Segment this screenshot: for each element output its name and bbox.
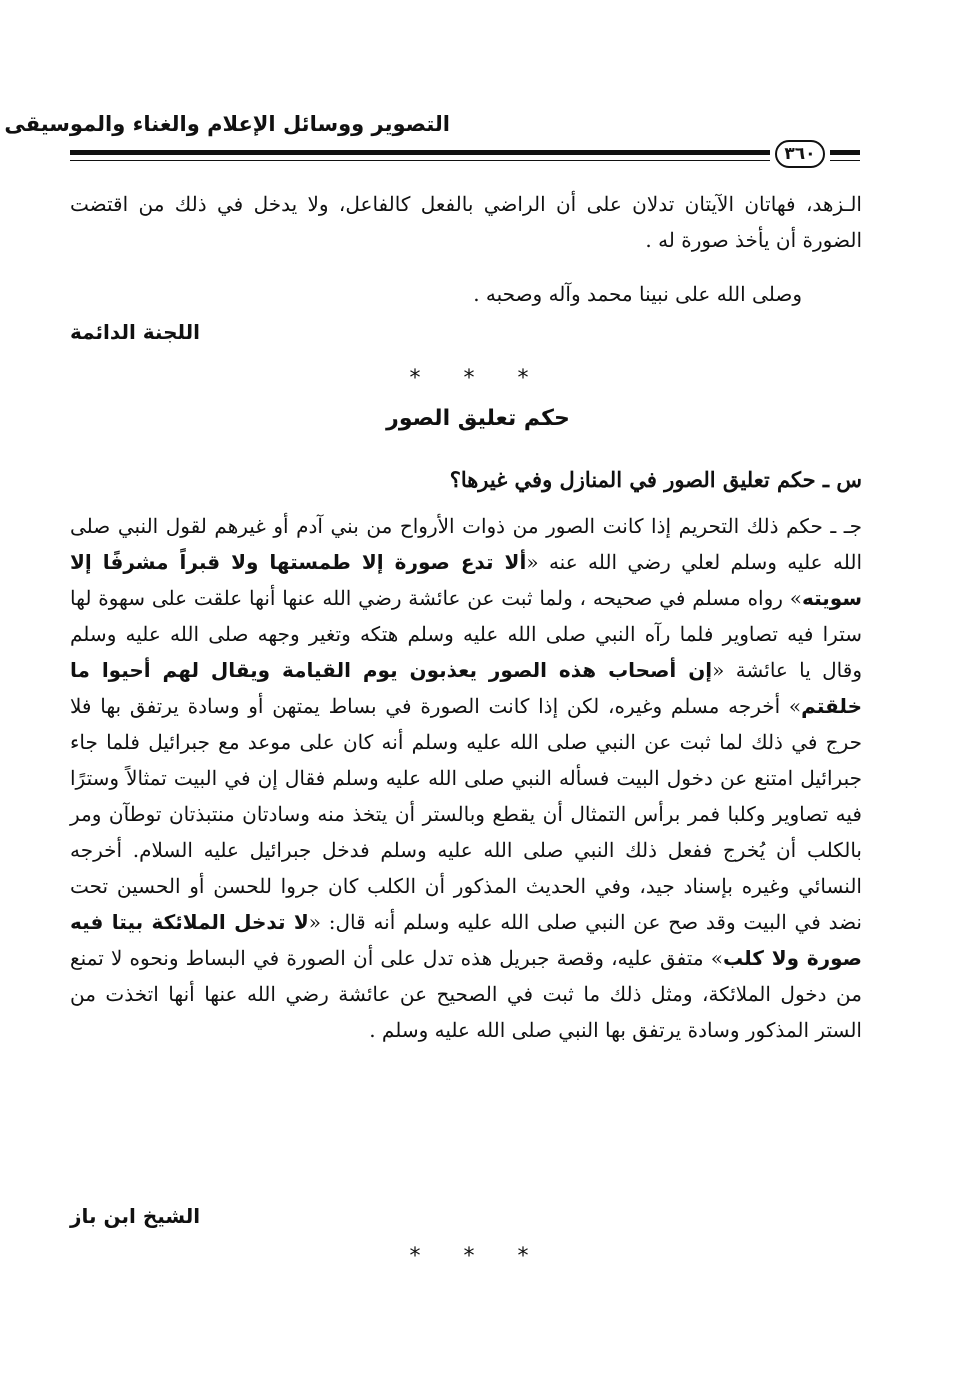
question-text: س ـ حكم تعليق الصور في المنازل وفي غيرها؟ (449, 467, 862, 492)
answer-text-1: جـ ـ حكم ذلك التحريم إذا كانت الصور من ذوات الأرواح من بني آدم أو غيرهم لقول النبي صلى الله عليه وسلم لعلي رضي الله عنه « (70, 514, 863, 574)
running-header-title: التصوير ووسائل الإعلام والغناء والموسيقى (4, 112, 450, 136)
header-rule (70, 150, 770, 161)
hadith-quote-2: إن أصحاب هذه الصور يعذبون يوم القيامة ويقال لهم أحيوا ما خلقتم (70, 658, 862, 718)
page-number: ٣٦٠ (775, 140, 825, 168)
signature-permanent-committee: اللجنة الدائمة (70, 320, 201, 344)
hadith-quote-1: ألا تدع صورة إلا طمستها ولا قبراً مشرفًا إلا سويته (70, 550, 862, 610)
answer-text-4: » متفق عليه، وقصة جبريل هذه تدل على أن الصورة في البساط ونحوه لا تمنع من دخول الملائكة، ومثل ذلك ما ثبت في الصحيح عن عائشة رضي الله عنها أنها اتخذت من الستر المذكور وسادة يرتفق بها النبي صلى الله عليه وسلم . (70, 946, 862, 1042)
intro-paragraph: الـزهد، فهاتان الآيتان تدلان على أن الراضي بالفعل كالفاعل، ولا يدخل في ذلك من اقتضت الضورة أن يأخذ صورة له . (70, 192, 862, 252)
signature-ibn-baz: الشيخ ابن باز (70, 1204, 201, 1228)
header-rule-stub (830, 150, 860, 161)
answer-paragraph (70, 508, 862, 1048)
salutation-line: وصلى الله على نبينا محمد وآله وصحبه . (473, 282, 802, 306)
answer-text-2: » رواه مسلم في صحيحه ، ولما ثبت عن عائشة رضي الله عنها أنها علقت على سهوة لها سترا فيه تصاوير فلما رآه النبي صلى الله عليه وسلم هتكه وتغير وجهه صلى الله عليه وسلم وقال يا عائشة « (70, 586, 862, 682)
section-title: حكم تعليق الصور (386, 406, 570, 431)
section-divider-stars: * * * (409, 366, 547, 391)
closing-divider-stars: * * * (409, 1244, 547, 1269)
answer-text-3: » أخرجه مسلم وغيره، لكن إذا كانت الصورة في بساط يمتهن أو وسادة يرتفق بها فلا حرج في ذلك لما ثبت عن النبي صلى الله عليه وسلم أنه كان على موعد مع جبرائيل فلما جاء جبرائيل امتنع عن دخول البيت فسأله النبي صلى الله عليه وسلم فقال إن في البيت تمثالاً وسترًا فيه تصاوير وكلبا فمر برأس التمثال أن يقطع وبالستر أن يتخذ منه وسادتان منتبذتان توطآن ومر بالكلب أن يُخرج ففعل ذلك النبي صلى الله عليه وسلم فدخل جبرائيل عليه السلام. أخرجه النسائي وغيره بإسناد جيد، وفي الحديث المذكور أن الكلب كان جروا للحسن أو الحسين تحت نضد في البيت وقد صح عن النبي صلى الله عليه وسلم أنه قال: « (70, 694, 862, 934)
hadith-quote-3: لا تدخل الملائكة بيتا فيه صورة ولا كلب (70, 910, 863, 970)
